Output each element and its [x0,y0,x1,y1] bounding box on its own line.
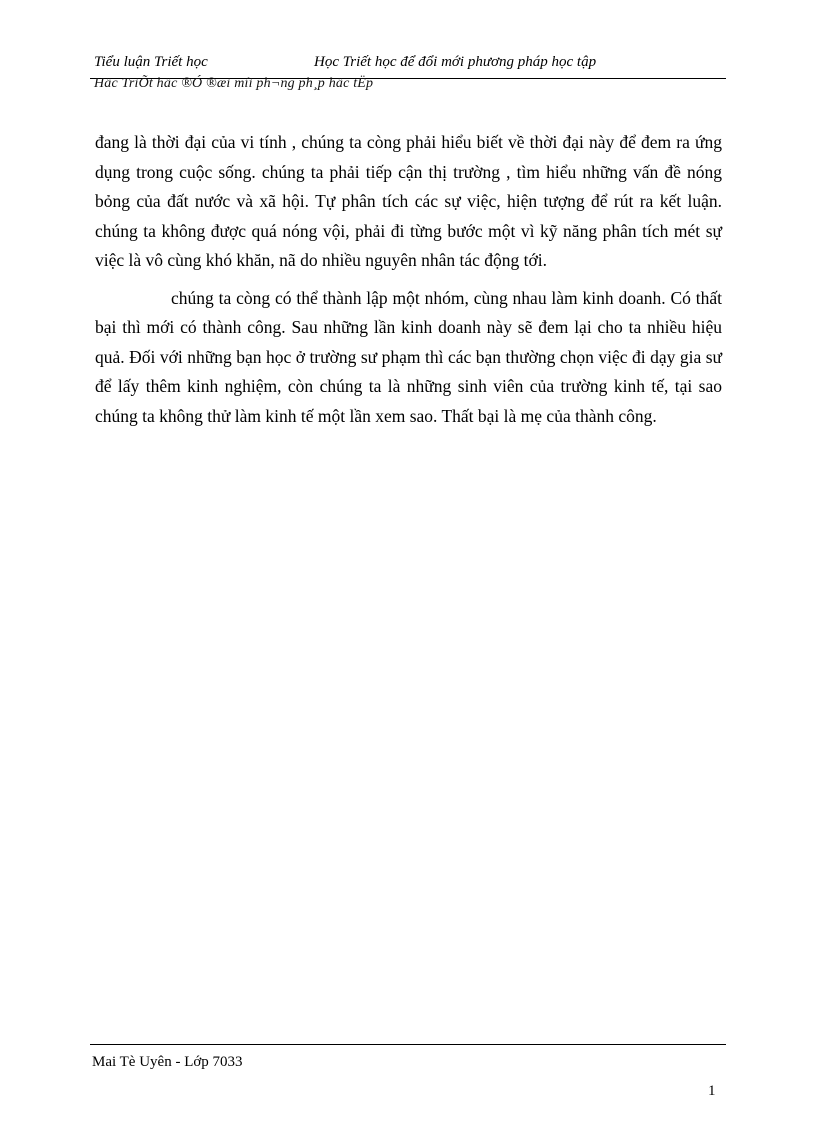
header-document-type: Tiểu luận Triết học [94,54,208,70]
page-header [90,52,726,79]
paragraph-1: đang là thời đại của vi tính , chúng ta còng phải hiểu biết về thời đại này để đem ra ứng dụng trong cuộc sống. chúng ta phải tiếp cận thị trường , tìm hiểu những vấn đề nóng bỏng của đất nước và xã hội. Tự phân tích các sự việc, hiện tượng để rút ra kết luận. chúng ta không được quá nóng vội, phải đi từng bước một vì kỹ năng phân tích mét sự việc là vô cùng khó khăn, nã do nhiều nguyên nhân tác động tới. [95,132,722,270]
footer-divider [90,1044,726,1045]
page-number: 1 [708,1083,716,1099]
footer-author: Mai Tè Uyên - Lớp 7033 [92,1054,243,1070]
header-garbled-title: Häc TriÕt häc ®Ó ®æi míi ph¬ng ph¸p häc tËp [94,76,374,91]
body-text [95,128,722,439]
header-document-title: Học Triết học để đổi mới phương pháp học tập [314,54,597,70]
paragraph-2: chúng ta còng có thể thành lập một nhóm, cùng nhau làm kinh doanh. Có thất bại thì mới có thành công. Sau những lần kinh doanh này sẽ đem lại cho ta nhiều hiệu quả. Đối với những bạn học ở trường sư phạm thì các bạn thường chọn việc đi dạy gia sư để lấy thêm kinh nghiệm, còn chúng ta là những sinh viên của trường kinh tế, tại sao chúng ta không thử làm kinh tế một lần xem sao. Thất bại là mẹ của thành công. [95,287,722,426]
